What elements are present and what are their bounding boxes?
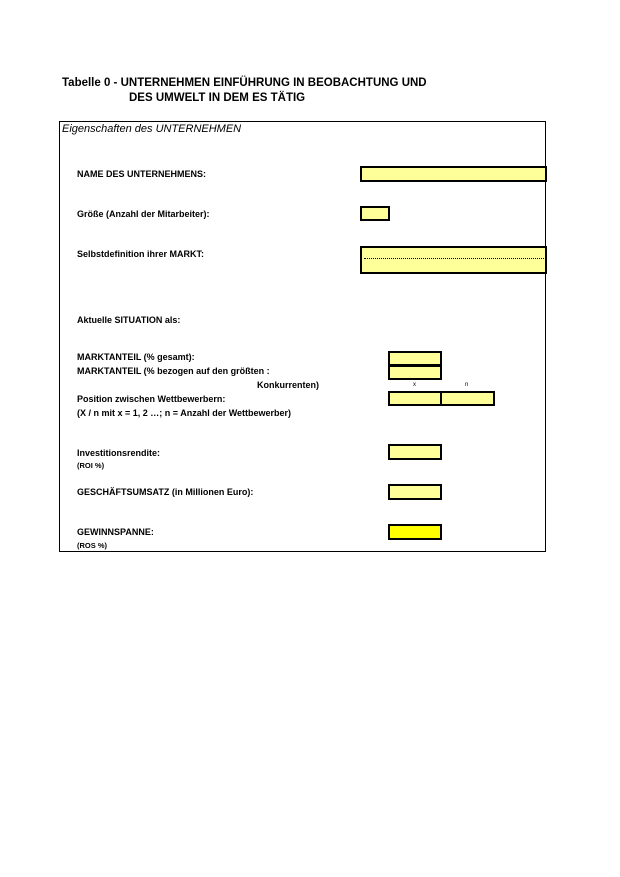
position-description: (X / n mit x = 1, 2 …; n = Anzahl der Wettbewerber) — [77, 408, 292, 418]
market-share-total-label: MARKTANTEIL (% gesamt): — [77, 352, 195, 362]
revenue-field[interactable] — [388, 484, 442, 500]
market-share-competitors-label: MARKTANTEIL (% bezogen auf den größten : — [77, 366, 270, 376]
roi-unit-label: (ROI %) — [77, 461, 105, 470]
self-definition-label: Selbstdefinition ihrer MARKT: — [77, 249, 205, 259]
revenue-label: GESCHÄFTSUMSATZ (in Millionen Euro): — [77, 487, 254, 497]
roi-label: Investitionsrendite: — [77, 448, 161, 458]
margin-label: GEWINNSPANNE: — [77, 527, 154, 537]
self-definition-dotted-line — [364, 258, 544, 259]
market-share-total-field[interactable] — [388, 351, 442, 366]
position-x-field[interactable] — [388, 391, 442, 406]
market-share-competitors-label-cont: Konkurrenten) — [257, 380, 320, 390]
margin-field[interactable] — [388, 524, 442, 540]
company-name-label: NAME DES UNTERNEHMENS: — [77, 169, 207, 179]
company-name-field[interactable] — [360, 166, 547, 182]
margin-unit-label: (ROS %) — [77, 541, 107, 550]
self-definition-field[interactable] — [360, 246, 547, 274]
size-label: Größe (Anzahl der Mitarbeiter): — [77, 209, 210, 219]
document-title-line-2: DES UMWELT IN DEM ES TÄTIG — [129, 92, 306, 104]
size-field[interactable] — [360, 206, 390, 221]
document-title-line-1: Tabelle 0 - UNTERNEHMEN EINFÜHRUNG IN BEOBACHTUNG UND — [62, 77, 427, 89]
roi-field[interactable] — [388, 444, 442, 460]
section-title: Eigenschaften des UNTERNEHMEN — [62, 123, 242, 135]
n-column-label: n — [465, 382, 469, 388]
position-n-field[interactable] — [440, 391, 495, 406]
market-share-competitors-field[interactable] — [388, 365, 442, 380]
x-column-label: x — [413, 382, 416, 388]
position-label: Position zwischen Wettbewerbern: — [77, 394, 226, 404]
current-situation-label: Aktuelle SITUATION als: — [77, 315, 181, 325]
